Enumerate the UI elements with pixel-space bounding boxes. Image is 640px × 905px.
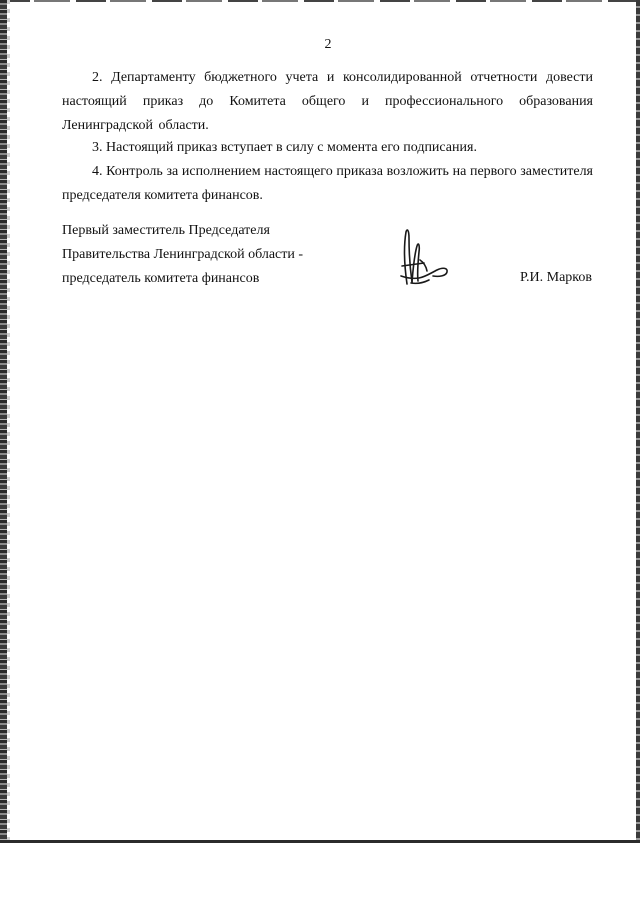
paragraph-2: 2. Департаменту бюджетного учета и консолидированной отчетности довести настоящий приказ до Комитета общего и профессионального образования Ленинградской области. xyxy=(62,70,593,133)
signatory-name: Р.И. Марков xyxy=(519,270,592,285)
scan-border-bottom xyxy=(0,840,640,843)
page-number: 2 xyxy=(324,37,332,52)
scan-border-left xyxy=(0,0,7,842)
paragraph-3: 3. Настоящий приказ вступает в силу с момента его подписания. xyxy=(92,140,477,155)
scan-border-top xyxy=(0,0,640,2)
paragraph-4: 4. Контроль за исполнением настоящего приказа возложить на первого заместителя председателя комитета финансов. xyxy=(62,164,593,203)
handwritten-signature xyxy=(393,226,453,288)
scan-border-right xyxy=(636,0,640,842)
signatory-position-line: Первый заместитель Председателя xyxy=(62,223,270,238)
scan-border-left-shadow xyxy=(7,0,10,842)
signatory-position-line: Правительства Ленинградской области - xyxy=(62,247,304,262)
signatory-position-line: председатель комитета финансов xyxy=(62,271,260,286)
signatory-position xyxy=(62,219,322,291)
